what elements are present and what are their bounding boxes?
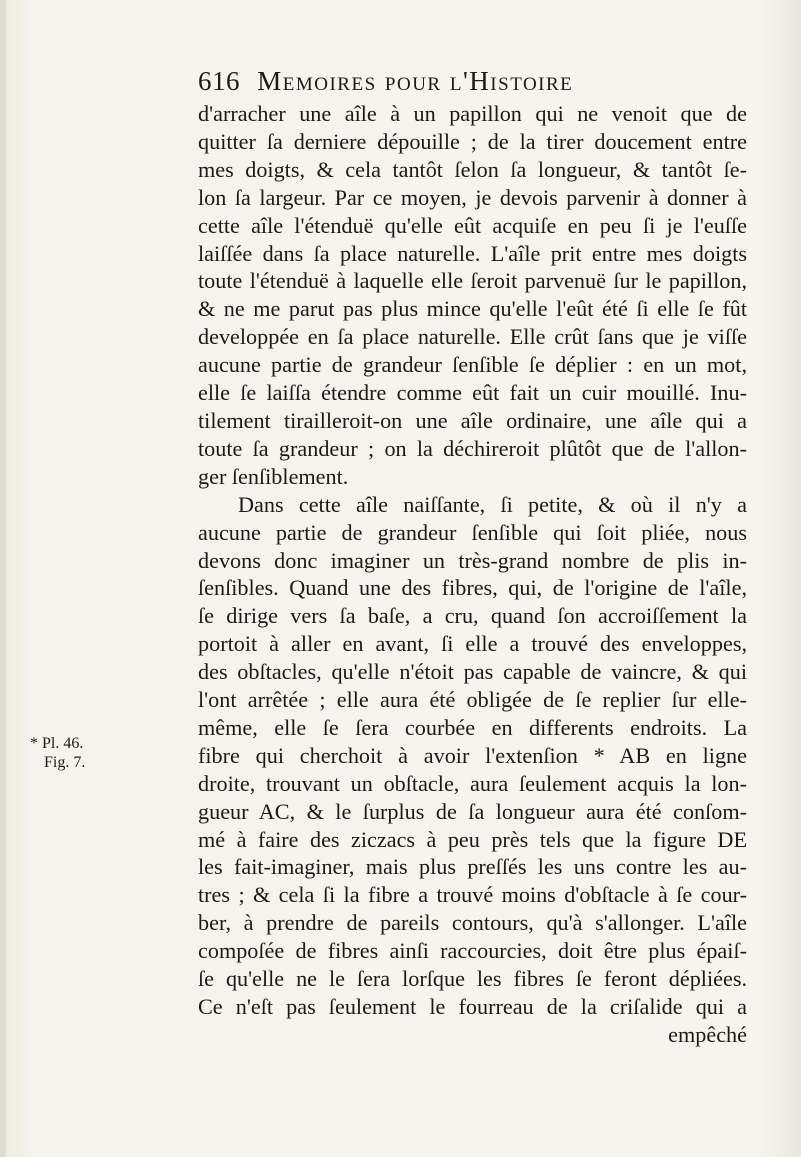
text-line: tilement tirailleroit-on une aîle ordinaire, une aîle qui a xyxy=(198,407,747,433)
text-line: des obſtacles, qu'elle n'étoit pas capable de vaincre, & qui xyxy=(198,659,747,685)
text-line: l'ont arrêtée ; elle aura été obligée de ſe replier ſur elle- xyxy=(198,687,747,713)
page-number: 616 xyxy=(198,66,240,96)
text-line: toute ſa grandeur ; on la déchireroit plûtôt que de l'allon- xyxy=(198,435,747,461)
text-line: & ne me parut pas plus mince qu'elle l'eût été ſi elle ſe fût xyxy=(198,296,747,322)
text-line: laiſſée dans ſa place naturelle. L'aîle prit entre mes doigts xyxy=(198,240,747,266)
margin-note-figure: Fig. 7. xyxy=(44,754,86,771)
text-line: les fait-imaginer, mais plus preſſés les uns contre les au- xyxy=(198,854,747,880)
text-line: mes doigts, & cela tantôt ſelon ſa longueur, & tantôt ſe- xyxy=(198,156,747,182)
text-line: fibre qui cherchoit à avoir l'extenſion * AB en ligne xyxy=(198,742,747,768)
text-line: compoſée de fibres ainſi raccourcies, doit être plus épaiſ- xyxy=(198,938,747,964)
running-title: Memoires pour l'Histoire xyxy=(257,66,574,96)
text-line: ber, à prendre de pareils contours, qu'à s'allonger. L'aîle xyxy=(198,910,747,936)
text-line: mé à faire des ziczacs à peu près tels que la figure DE xyxy=(198,826,747,852)
text-line: portoit à aller en avant, ſi elle a trouvé des enveloppes, xyxy=(198,631,747,657)
margin-note xyxy=(30,734,85,772)
text-line: ſe qu'elle ne le ſera lorſque les fibres ſe feront dépliées. xyxy=(198,966,747,992)
text-line: elle ſe laiſſa étendre comme eût fait un cuir mouillé. Inu- xyxy=(198,380,747,406)
text-line: lon ſa largeur. Par ce moyen, je devois parvenir à donner à xyxy=(198,184,747,210)
text-line: gueur AC, & le ſurplus de ſa longueur aura été conſom- xyxy=(198,798,747,824)
text-line: aucune partie de grandeur ſenſible ſe déplier : en un mot, xyxy=(198,352,747,378)
text-line: quitter ſa derniere dépouille ; de la tirer doucement entre xyxy=(198,128,747,154)
margin-note-plate: * Pl. 46. xyxy=(30,735,84,752)
body-text xyxy=(198,100,747,1049)
text-line: toute l'étenduë à laquelle elle ſeroit parvenuë ſur le papillon, xyxy=(198,268,747,294)
text-line: developpée en ſa place naturelle. Elle crût ſans que je viſſe xyxy=(198,324,747,350)
text-line: tres ; & cela ſi la fibre a trouvé moins d'obſtacle à ſe cour- xyxy=(198,882,747,908)
text-line: droite, trouvant un obſtacle, aura ſeulement acquis la lon- xyxy=(198,770,747,796)
text-line: cette aîle l'étenduë qu'elle eût acquiſe en peu ſi je l'euſſe xyxy=(198,212,747,238)
text-line: d'arracher une aîle à un papillon qui ne venoit que de xyxy=(198,101,747,126)
paragraph-start-line: Dans cette aîle naiſſante, ſi petite, & où il n'y a xyxy=(238,491,747,517)
running-head xyxy=(198,66,738,97)
text-line: ſe dirige vers ſa baſe, a cru, quand ſon accroiſſement la xyxy=(198,603,747,629)
page-gutter-shadow xyxy=(0,0,6,1157)
text-line: ger ſenſiblement. xyxy=(198,463,349,489)
text-line: aucune partie de grandeur ſenſible qui ſoit pliée, nous xyxy=(198,519,747,545)
text-line: même, elle ſe ſera courbée en differents endroits. La xyxy=(198,714,747,740)
text-line: Ce n'eſt pas ſeulement le fourreau de la criſalide qui a xyxy=(198,994,747,1019)
text-line: ſenſibles. Quand une des fibres, qui, de l'origine de l'aîle, xyxy=(198,575,747,601)
catchword: empêché xyxy=(668,1021,747,1047)
text-line: devons donc imaginer un très-grand nombre de plis in- xyxy=(198,547,747,573)
